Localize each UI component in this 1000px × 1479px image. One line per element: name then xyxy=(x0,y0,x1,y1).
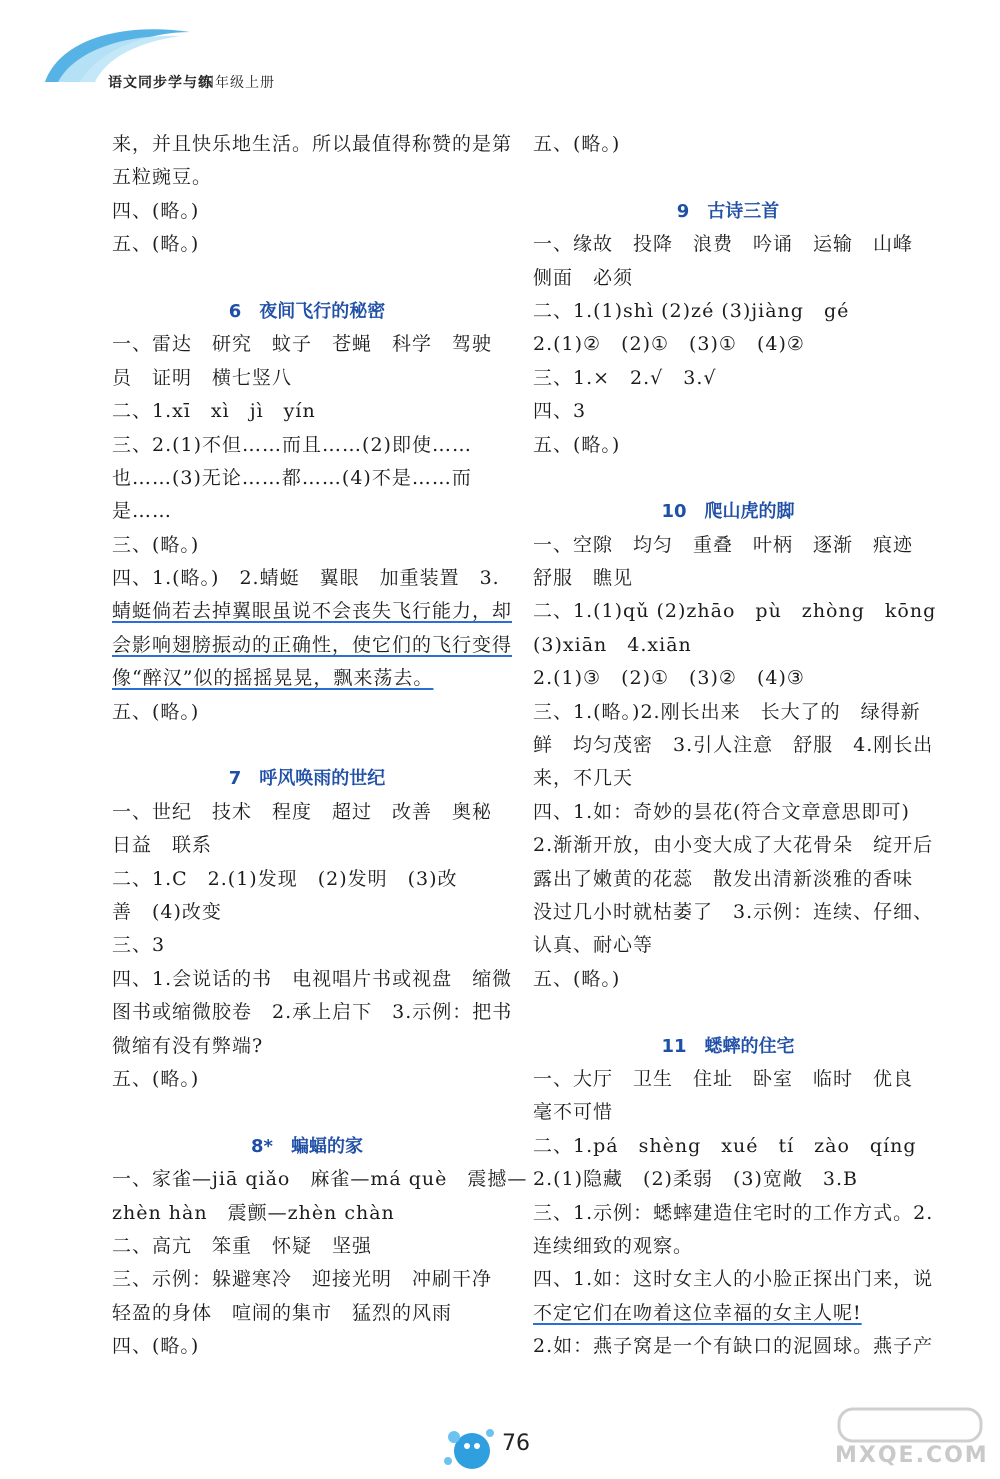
answer-line: 四、1.(略。) 2.蜻蜓 翼眼 加重装置 3. xyxy=(112,567,500,590)
answer-line: 二、1.C 2.(1)发现 (2)发明 (3)改 xyxy=(112,867,458,890)
underlined-answer-text: 会影响翅膀振动的正确性，使它们的飞行变得 xyxy=(112,633,513,656)
answer-line: 五、(略。) xyxy=(533,433,621,456)
underlined-answer-text: 蜻蜓倘若去掉翼眼虽说不会丧失飞行能力，却 xyxy=(112,600,513,623)
grade-label: 四年级上册 xyxy=(200,75,275,91)
answer-line: 五、(略。) xyxy=(533,967,621,990)
answer-line: 五、(略。) xyxy=(112,1067,200,1090)
lesson-title: 11 蟋蟀的住宅 xyxy=(661,1035,795,1057)
answer-line: 三、1.示例：蟋蟀建造住宅时的工作方式。2. xyxy=(533,1201,934,1224)
lesson-title: 6 夜间飞行的秘密 xyxy=(228,300,386,322)
answer-line: 一、大厅 卫生 住址 卧室 临时 优良 xyxy=(533,1067,914,1090)
answer-line: 四、1.如：这时女主人的小脸正探出门来，说 xyxy=(533,1268,934,1291)
answer-line: 三、2.(1)不但……而且……(2)即使…… xyxy=(112,433,472,456)
answer-line: 四、1.如：奇妙的昙花(符合文章意思即可) xyxy=(533,800,910,823)
left-spacer xyxy=(112,262,502,295)
answer-line: 2.(1)隐藏 (2)柔弱 (3)宽敞 3.B xyxy=(533,1168,858,1191)
answer-line: 也……(3)无论……都……(4)不是……而 xyxy=(112,466,472,489)
answer-line: 二、1.pá shèng xué tí zào qíng xyxy=(533,1134,917,1157)
page-number-badge xyxy=(440,1425,560,1475)
answer-line: 五粒豌豆。 xyxy=(112,166,213,189)
answer-column-right xyxy=(533,128,937,1363)
underlined-answer-text: 不定它们在吻着这位幸福的女主人呢! xyxy=(533,1301,862,1324)
right-spacer xyxy=(533,161,923,194)
splash-icon xyxy=(440,1425,510,1475)
answer-line: 一、缘故 投降 浪费 吟诵 运输 山峰 xyxy=(533,233,914,256)
answer-line: 2.渐渐开放，由小变大成了大花骨朵 绽开后 xyxy=(533,834,934,857)
answer-line xyxy=(112,662,502,695)
lesson-title: 9 古诗三首 xyxy=(676,200,780,222)
answer-line: 侧面 必须 xyxy=(533,266,634,289)
answer-line: (3)xiān 4.xiān xyxy=(533,633,692,656)
answer-line: 二、1.(1)qǔ (2)zhāo pù zhòng kōng xyxy=(533,600,937,623)
answer-line: 三、1.(略。)2.刚长出来 长大了的 绿得新 xyxy=(533,700,921,723)
answer-line: 连续细致的观察。 xyxy=(533,1234,694,1257)
answer-column-left xyxy=(112,128,528,1363)
answer-line: 四、1.会说话的书 电视唱片书或视盘 缩微 xyxy=(112,967,513,990)
answer-line: 认真、耐心等 xyxy=(533,934,654,957)
answer-line: 2.如：燕子窝是一个有缺口的泥圆球。燕子产 xyxy=(533,1335,934,1358)
answer-line: 没过几小时就枯萎了 3.示例：连续、仔细、 xyxy=(533,900,934,923)
answer-line: 二、1.(1)shì (2)zé (3)jiàng gé xyxy=(533,299,850,322)
answer-line: 轻盈的身体 喧闹的集市 猛烈的风雨 xyxy=(112,1301,453,1324)
answer-line: 毫不可惜 xyxy=(533,1101,614,1124)
lesson-title: 10 爬山虎的脚 xyxy=(661,501,795,523)
answer-line: 五、(略。) xyxy=(533,133,621,155)
answer-line: 一、世纪 技术 程度 超过 改善 奥秘 xyxy=(112,800,493,823)
answer-line: 四、3 xyxy=(533,400,587,423)
right-spacer xyxy=(533,996,923,1029)
lesson-title: 7 呼风唤雨的世纪 xyxy=(228,768,386,790)
answer-line xyxy=(112,595,513,628)
answer-line: 舒服 瞧见 xyxy=(533,567,634,590)
answer-line: 日益 联系 xyxy=(112,834,213,857)
answer-line xyxy=(112,629,513,662)
answer-line: 2.(1)③ (2)① (3)② (4)③ xyxy=(533,667,805,690)
answer-line: 鲜 均匀茂密 3.引人注意 舒服 4.刚长出 xyxy=(533,734,934,757)
answer-line: 来，不几天 xyxy=(533,767,634,790)
answer-line: 善 (4)改变 xyxy=(112,900,222,923)
left-spacer xyxy=(112,1096,502,1129)
answer-line: 二、高亢 笨重 怀疑 坚强 xyxy=(112,1234,373,1257)
answer-line: 一、雷达 研究 蚊子 苍蝇 科学 驾驶 xyxy=(112,333,493,356)
answer-line xyxy=(533,1297,923,1330)
answer-line: 微缩有没有弊端? xyxy=(112,1034,264,1057)
watermark xyxy=(835,1405,989,1473)
answer-line: 2.(1)② (2)① (3)① (4)② xyxy=(533,333,805,356)
book-title: 语文同步学与练 xyxy=(108,75,213,91)
left-spacer xyxy=(112,729,502,762)
answer-line: zhèn hàn 震颤—zhèn chàn xyxy=(112,1201,395,1224)
watermark-text: MXQE.COM xyxy=(835,1443,989,1468)
answer-line: 图书或缩微胶卷 2.承上启下 3.示例：把书 xyxy=(112,1001,513,1024)
page-number: 76 xyxy=(502,1431,530,1456)
answer-line: 二、1.xī xì jì yín xyxy=(112,400,316,423)
answer-line: 五、(略。) xyxy=(112,233,200,256)
answer-line: 露出了嫩黄的花蕊 散发出清新淡雅的香味 xyxy=(533,867,914,890)
answer-line: 是…… xyxy=(112,500,173,523)
answer-line: 四、(略。) xyxy=(112,1335,200,1358)
right-spacer xyxy=(533,462,923,495)
page-header xyxy=(40,20,340,110)
answer-line: 一、空隙 均匀 重叠 叶柄 逐渐 痕迹 xyxy=(533,533,914,556)
lesson-title: 8* 蝙蝠的家 xyxy=(251,1135,363,1157)
answer-line: 三、(略。) xyxy=(112,533,200,556)
answer-line: 三、示例：躲避寒冷 迎接光明 冲刷干净 xyxy=(112,1268,493,1291)
watermark-badge-icon xyxy=(835,1405,985,1445)
answer-line: 一、家雀—jiā qiǎo 麻雀—má què 震撼— xyxy=(112,1168,528,1191)
answer-line: 员 证明 横七竖八 xyxy=(112,366,293,389)
answer-line: 三、3 xyxy=(112,934,166,957)
answer-line: 三、1.× 2.√ 3.√ xyxy=(533,366,717,389)
answer-line: 四、(略。) xyxy=(112,199,200,222)
underlined-answer-text: 像“醉汉”似的摇摇晃晃，飘来荡去。 xyxy=(112,667,434,690)
answer-line: 来，并且快乐地生活。所以最值得称赞的是第 xyxy=(112,133,513,155)
answer-line: 五、(略。) xyxy=(112,700,200,723)
